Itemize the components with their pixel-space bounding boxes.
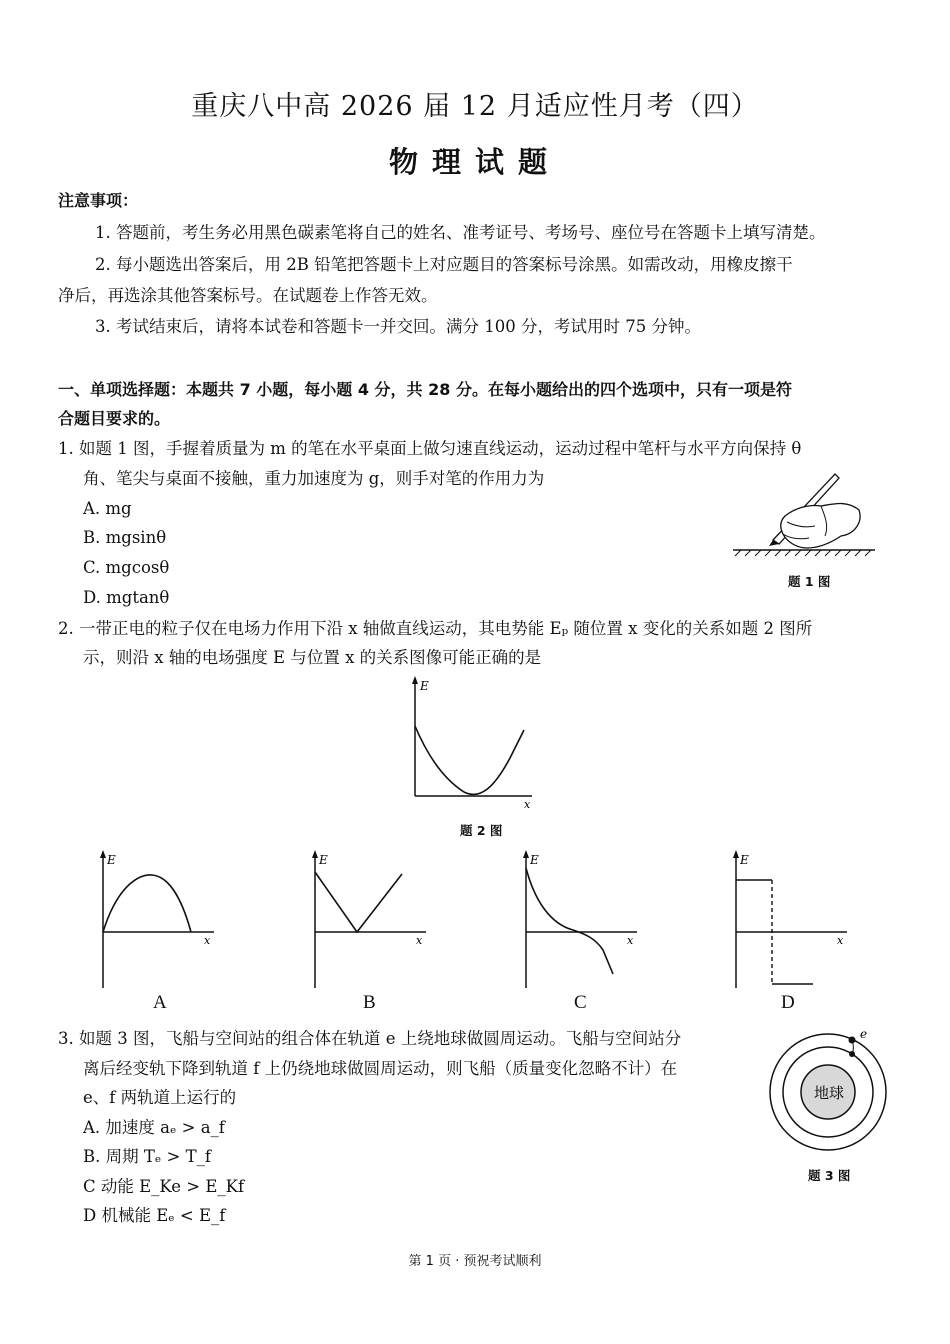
figure-1-hand-pen <box>725 470 885 565</box>
note-item-2-line-1: 2. 每小题选出答案后，用 2B 铅笔把答题卡上对应题目的答案标号涂黑。如需改动，用橡皮擦干 <box>95 255 793 274</box>
question-1-option-b: B. mgsinθ <box>83 528 167 547</box>
question-3-option-b: B. 周期 Tₑ > T_f <box>83 1147 211 1166</box>
option-a-axis-x-label: x <box>204 934 211 947</box>
question-3-line-3: e、f 两轨道上运行的 <box>83 1088 237 1107</box>
figure-2-axis-x-label: x <box>524 798 531 811</box>
option-c-label: C <box>574 992 587 1013</box>
option-b-graph <box>300 848 430 993</box>
page-footer: 第 1 页 · 预祝考试顺利 <box>408 1254 542 1269</box>
note-item-1: 1. 答题前，考生务必用黑色碳素笔将自己的姓名、准考证号、考场号、座位号在答题卡上填写清楚。 <box>95 223 826 242</box>
option-d-label: D <box>781 992 795 1013</box>
question-1-line-1: 1. 如题 1 图，手握着质量为 m 的笔在水平桌面上做匀速直线运动，运动过程中笔杆与水平方向保持 θ <box>58 439 802 458</box>
question-1-option-a: A. mg <box>83 499 132 518</box>
exam-subtitle: 物理试题 <box>388 145 561 179</box>
option-a-label: A <box>153 992 167 1013</box>
option-d-axis-y-label: E <box>740 853 749 867</box>
question-2-line-2: 示，则沿 x 轴的电场强度 E 与位置 x 的关系图像可能正确的是 <box>83 648 542 667</box>
question-3-option-c: C 动能 E_Ke > E_Kf <box>83 1177 245 1196</box>
figure-3-orbits <box>760 1024 900 1164</box>
question-3-option-d: D 机械能 Eₑ < E_f <box>83 1206 226 1225</box>
option-a-axis-y-label: E <box>107 853 116 867</box>
figure-2-ep-x-graph <box>402 674 542 814</box>
option-c-axis-x-label: x <box>627 934 634 947</box>
option-b-axis-x-label: x <box>416 934 423 947</box>
option-d-axis-x-label: x <box>837 934 844 947</box>
figure-3-caption: 题 3 图 <box>808 1168 851 1183</box>
question-1-line-2: 角、笔尖与桌面不接触，重力加速度为 g，则手对笔的作用力为 <box>83 469 545 488</box>
question-3-line-1: 3. 如题 3 图，飞船与空间站的组合体在轨道 e 上绕地球做圆周运动。飞船与空间站分 <box>58 1029 682 1048</box>
notes-heading: 注意事项： <box>58 191 139 210</box>
question-1-option-d: D. mgtanθ <box>83 588 170 607</box>
figure-1-caption: 题 1 图 <box>788 574 831 589</box>
question-1-option-c: C. mgcosθ <box>83 558 170 577</box>
question-3-line-2: 离后经变轨下降到轨道 f 上仍绕地球做圆周运动，则飞船（质量变化忽略不计）在 <box>83 1059 678 1078</box>
earth-label: 地球 <box>814 1084 845 1102</box>
orbit-e-label: e <box>860 1027 868 1041</box>
option-b-label: B <box>363 992 376 1013</box>
option-c-axis-y-label: E <box>530 853 539 867</box>
option-d-graph <box>721 848 851 993</box>
exam-title: 重庆八中高 2026 届 12 月适应性月考（四） <box>191 91 759 122</box>
note-item-3: 3. 考试结束后，请将本试卷和答题卡一并交回。满分 100 分，考试用时 75 分钟。 <box>95 317 701 336</box>
section-1-line-2: 合题目要求的。 <box>58 409 171 428</box>
question-3-option-a: A. 加速度 aₑ > a_f <box>83 1118 225 1137</box>
option-b-axis-y-label: E <box>319 853 328 867</box>
option-c-graph <box>511 848 641 993</box>
figure-2-axis-y-label: E <box>420 679 429 693</box>
note-item-2-line-2: 净后，再选涂其他答案标号。在试题卷上作答无效。 <box>58 286 438 305</box>
section-1-line-1: 一、单项选择题：本题共 7 小题，每小题 4 分，共 28 分。在每小题给出的四个选项中，只有一项是符 <box>58 380 792 399</box>
figure-2-caption: 题 2 图 <box>460 823 503 838</box>
question-2-line-1: 2. 一带正电的粒子仅在电场力作用下沿 x 轴做直线运动，其电势能 Eₚ 随位置 x 变化的关系如题 2 图所 <box>58 619 813 638</box>
option-a-graph <box>88 848 218 993</box>
